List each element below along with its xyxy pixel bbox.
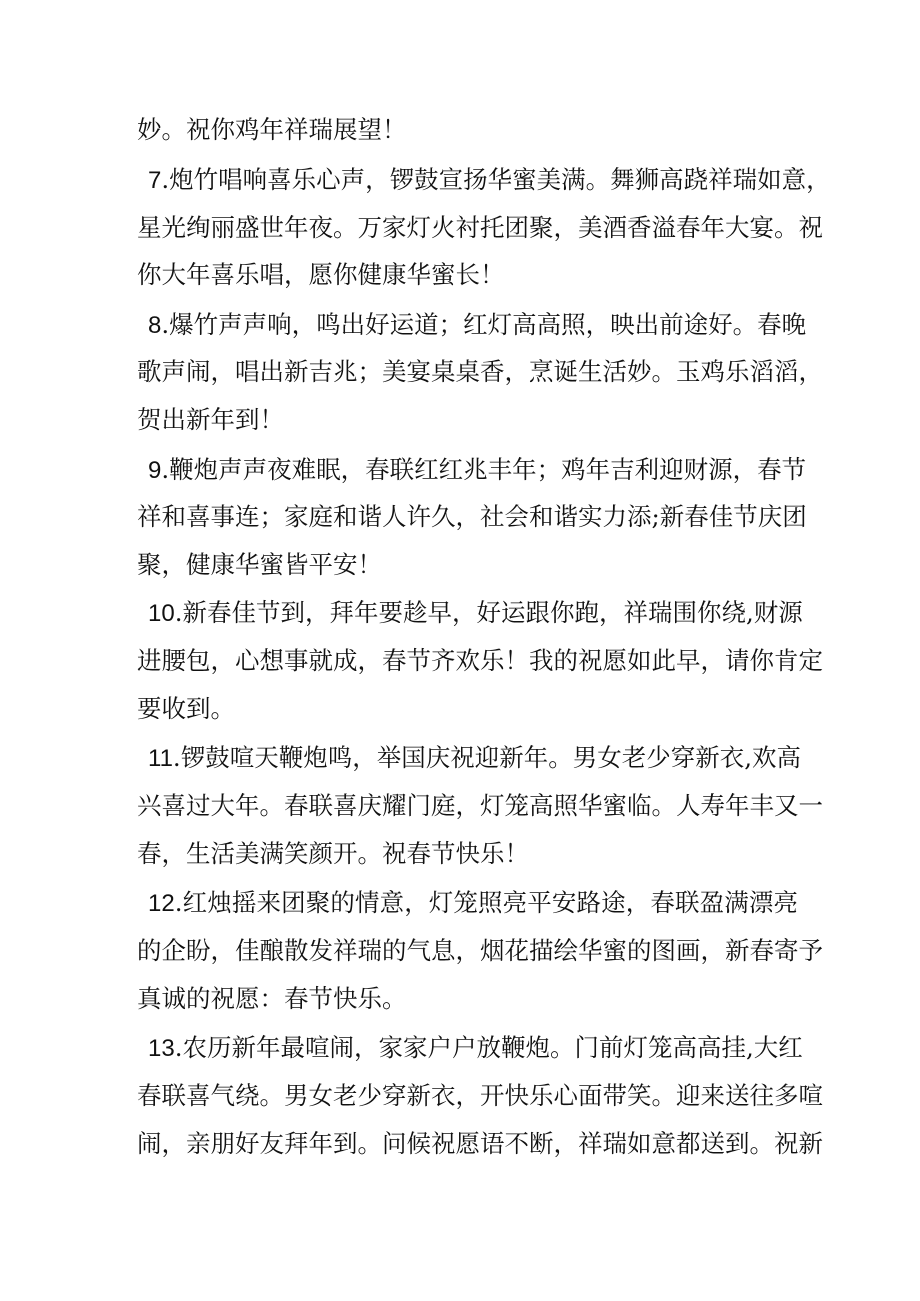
paragraph-13-line-3 — [137, 1124, 823, 1164]
paragraph-number: 7 — [148, 167, 162, 194]
line-text: .爆竹声声响，鸣出好运道；红灯高高照，映出前途好。春晚 — [161, 310, 807, 339]
paragraph-12-line-3 — [137, 979, 787, 1019]
line-text: 兴喜过大年。春联喜庆耀门庭，灯笼高照华蜜临。人寿年丰又一 — [137, 791, 823, 820]
paragraph-13-line-1 — [148, 1028, 803, 1068]
line-text: 要收到。 — [137, 694, 235, 723]
paragraph-8-line-3 — [137, 400, 787, 440]
paragraph-7-line-3 — [137, 255, 787, 295]
line-text: .新春佳节到，拜年要趁早，好运跟你跑，祥瑞围你绕,财源 — [174, 598, 803, 627]
paragraph-10-line-3 — [137, 689, 787, 729]
paragraph-11-line-3 — [137, 834, 787, 874]
line-text: 春联喜气绕。男女老少穿新衣，开快乐心面带笑。迎来送往多喧 — [137, 1081, 823, 1110]
paragraph-number: 12 — [148, 890, 175, 917]
line-text: .农历新年最喧闹，家家户户放鞭炮。门前灯笼高高挂,大红 — [174, 1033, 803, 1062]
paragraph-7-line-2 — [137, 208, 823, 248]
line-text: .锣鼓喧天鞭炮鸣，举国庆祝迎新年。男女老少穿新衣,欢高 — [172, 743, 801, 772]
paragraph-number: 10 — [148, 600, 175, 627]
paragraph-9-line-1 — [148, 450, 807, 490]
paragraph-12-line-1 — [148, 883, 798, 923]
line-text: .红烛摇来团聚的情意，灯笼照亮平安路途，春联盈满漂亮 — [174, 888, 798, 917]
paragraph-6-line-1 — [137, 110, 787, 150]
line-text: 春，生活美满笑颜开。祝春节快乐！ — [137, 839, 529, 868]
line-text: 闹，亲朋好友拜年到。问候祝愿语不断，祥瑞如意都送到。祝新 — [137, 1129, 823, 1158]
paragraph-10-line-2 — [137, 641, 823, 681]
line-text: 进腰包，心想事就成，春节齐欢乐！我的祝愿如此早，请你肯定 — [137, 646, 823, 675]
line-text: 祥和喜事连；家庭和谐人许久，社会和谐实力添;新春佳节庆团 — [137, 502, 807, 531]
paragraph-number: 8 — [148, 312, 162, 339]
line-text: 贺出新年到！ — [137, 405, 284, 434]
line-text: .鞭炮声声夜难眠，春联红红兆丰年；鸡年吉利迎财源，春节 — [161, 455, 807, 484]
paragraph-number: 9 — [148, 457, 162, 484]
line-text: 星光绚丽盛世年夜。万家灯火衬托团聚，美酒香溢春年大宴。祝 — [137, 213, 823, 242]
paragraph-9-line-2 — [137, 497, 807, 537]
paragraph-number: 11 — [148, 745, 173, 772]
paragraph-13-line-2 — [137, 1076, 823, 1116]
paragraph-11-line-1 — [148, 738, 801, 778]
paragraph-12-line-2 — [137, 931, 823, 971]
paragraph-8-line-2 — [137, 352, 823, 392]
line-text: .炮竹唱响喜乐心声，锣鼓宣扬华蜜美满。舞狮高跷祥瑞如意， — [161, 165, 831, 194]
paragraph-number: 13 — [148, 1035, 175, 1062]
line-text: 聚，健康华蜜皆平安！ — [137, 550, 382, 579]
line-text: 妙。祝你鸡年祥瑞展望！ — [137, 115, 407, 144]
line-text: 你大年喜乐唱，愿你健康华蜜长！ — [137, 260, 505, 289]
paragraph-10-line-1 — [148, 593, 803, 633]
paragraph-8-line-1 — [148, 305, 807, 345]
line-text: 歌声闹，唱出新吉兆；美宴桌桌香，烹诞生活妙。玉鸡乐滔滔， — [137, 357, 823, 386]
paragraph-11-line-2 — [137, 786, 823, 826]
paragraph-7-line-1 — [148, 160, 831, 200]
paragraph-9-line-3 — [137, 545, 787, 585]
line-text: 的企盼，佳酿散发祥瑞的气息，烟花描绘华蜜的图画，新春寄予 — [137, 936, 823, 965]
line-text: 真诚的祝愿：春节快乐。 — [137, 984, 407, 1013]
